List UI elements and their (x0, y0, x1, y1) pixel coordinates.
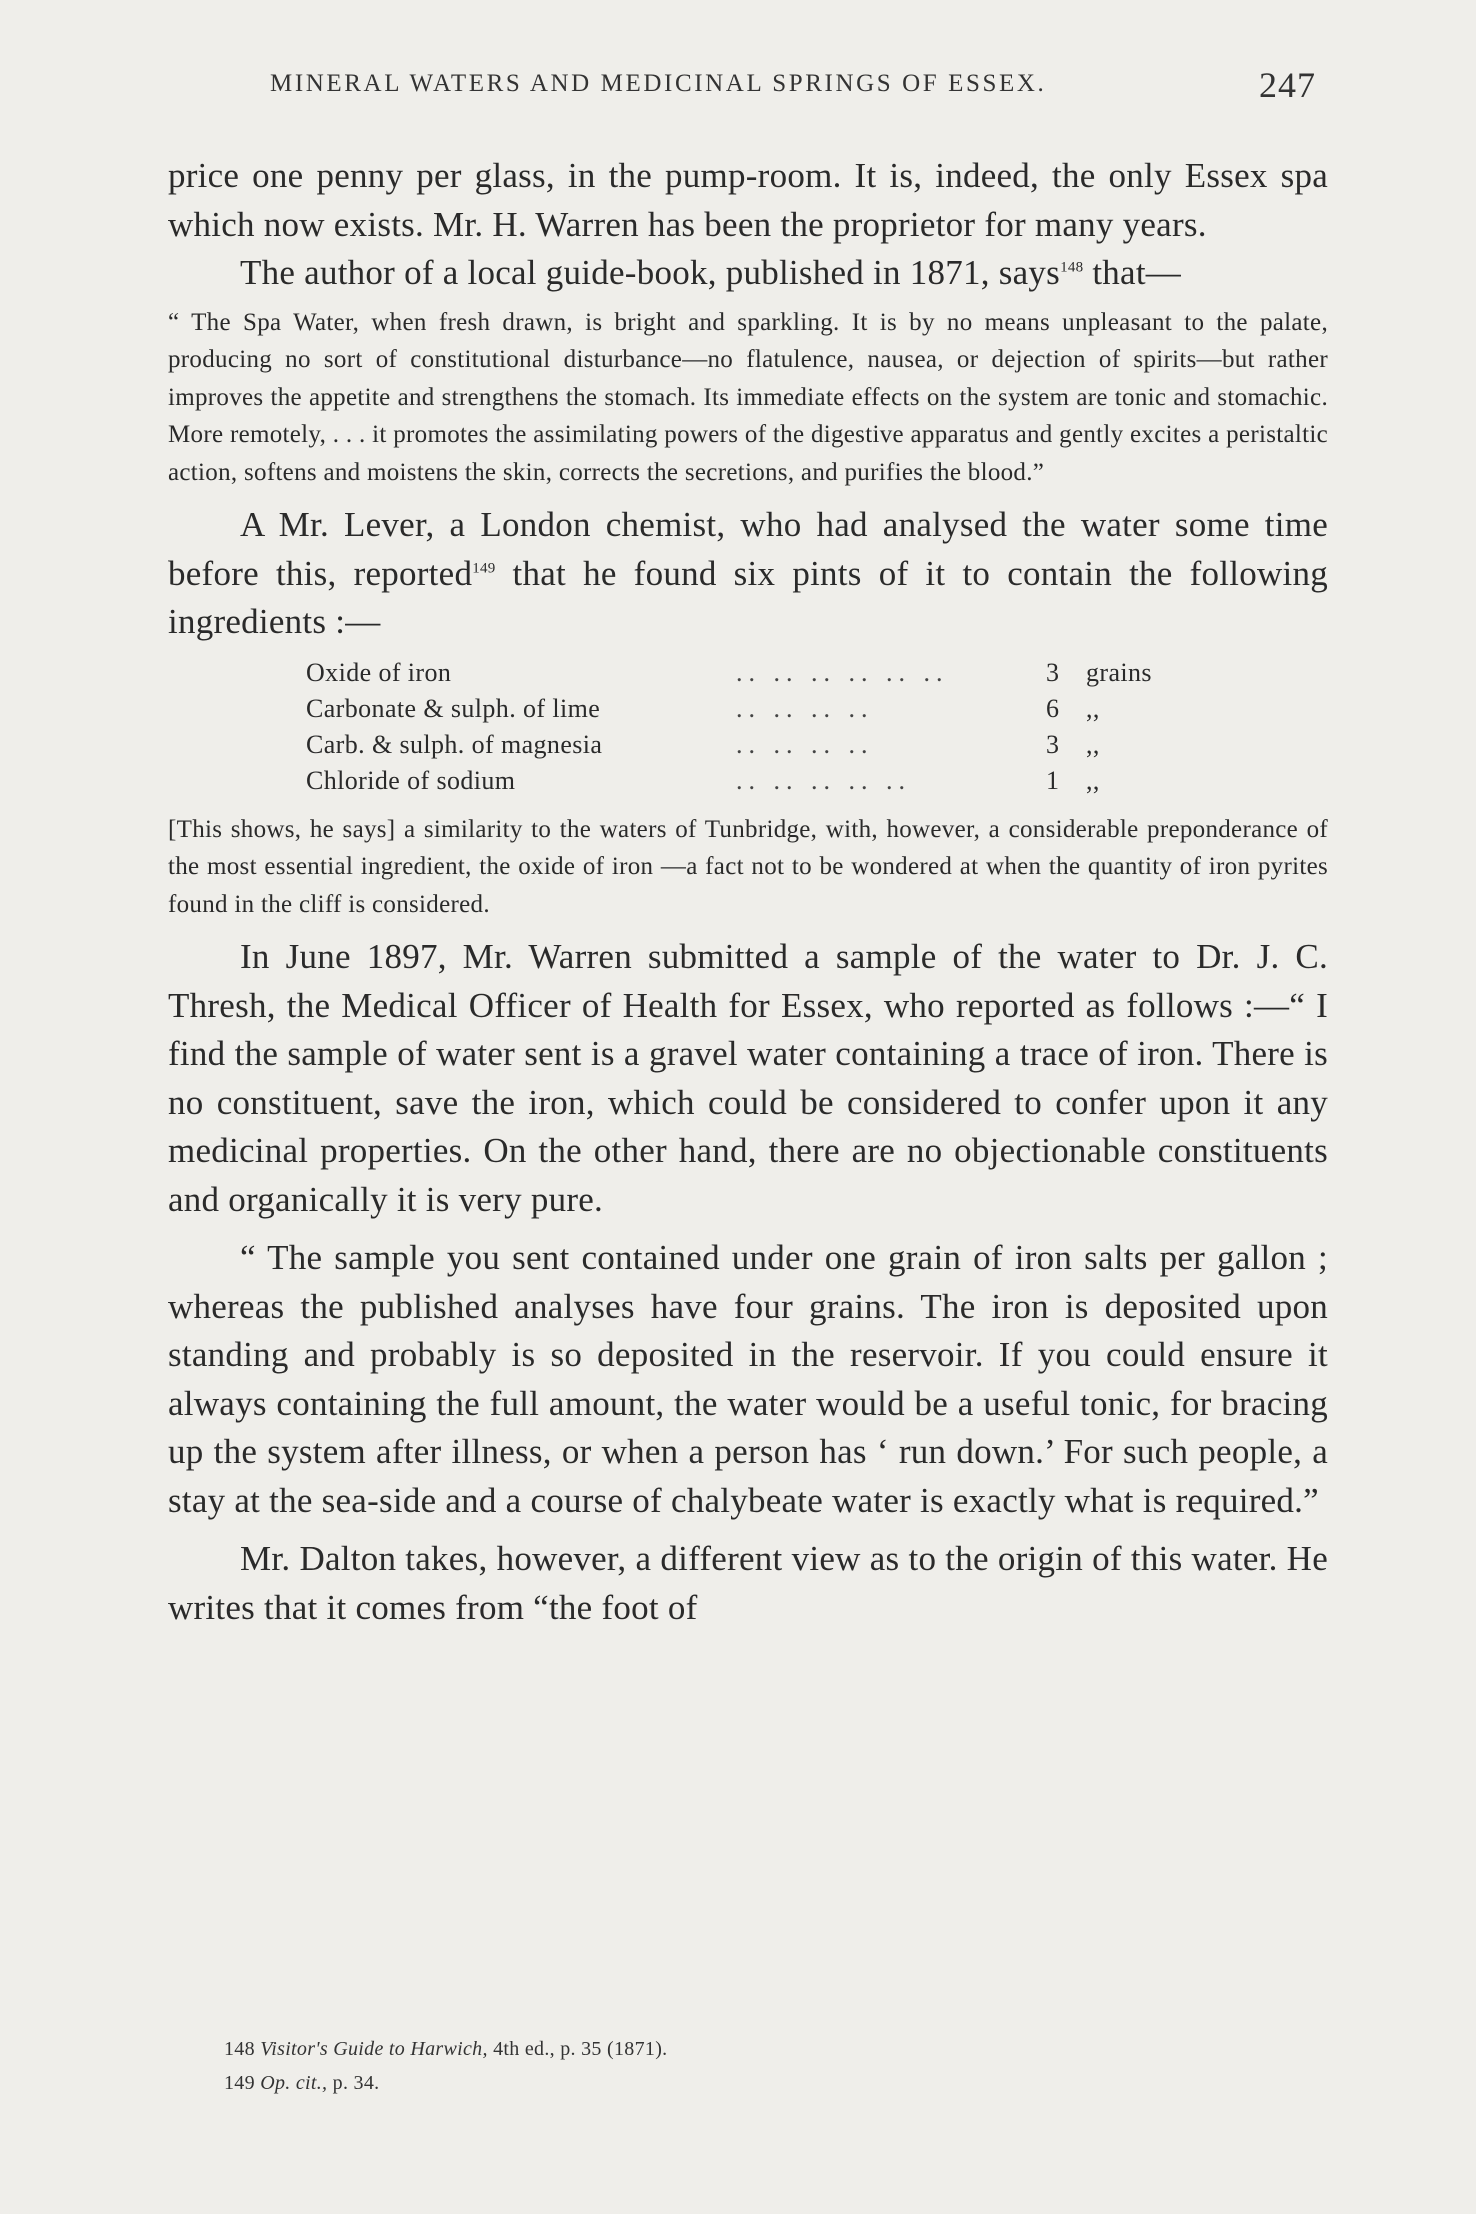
block-quote-1: “ The Spa Water, when fresh drawn, is bright and sparkling. It is by no means unpleasant to the palate, producing no sort of constitutional disturbance—no flatulence, nausea, or dejection of spirits—but rather improves the appetite and strengthens the stomach. Its immediate effects on the system are tonic and stomachic. More remotely, . . . it promotes the assimilating powers of the digestive apparatus and gently excites a peristaltic action, softens and moistens the skin, corrects the secretions, and purifies the blood.” (168, 308, 1328, 486)
page-number: 247 (1259, 65, 1316, 105)
ingredient-unit: ,, (1086, 693, 1100, 723)
paragraph-3-tail: that he found six pints of it to contain the following ingredients :— (168, 553, 1329, 641)
footnote-title: Visitor's Guide to Harwich, (260, 2038, 488, 2060)
paragraph-2-tail: that— (1083, 253, 1182, 292)
footnote-ref-148: 148 (1060, 259, 1084, 276)
footnote-ref-149: 149 (472, 559, 496, 576)
ingredient-row (306, 691, 1206, 727)
ingredient-row (306, 655, 1206, 691)
ingredient-name: Chloride of sodium (306, 765, 516, 795)
ingredient-row (306, 727, 1206, 763)
paragraph-6: Mr. Dalton takes, however, a different view as to the origin of this water. He writes that it comes from “the foot of (168, 1539, 1328, 1627)
running-head (168, 60, 1328, 116)
block-quote-2: [This shows, he says] a similarity to the waters of Tunbridge, with, however, a considerable preponderance of the most essential ingredient, the oxide of iron —a fact not to be wondered at when the quantity of iron pyrites found in the cliff is considered. (168, 815, 1328, 918)
spacer (168, 1525, 1328, 1535)
footnote-number: 149 (224, 2072, 255, 2094)
paragraph-2-text: The author of a local guide-book, published in 1871, says (240, 253, 1061, 292)
paragraph-1: price one penny per glass, in the pump-room. It is, indeed, the only Essex spa which now exists. Mr. H. Warren has been the proprietor for many years. (168, 156, 1328, 244)
paragraph-4: In June 1897, Mr. Warren submitted a sample of the water to Dr. J. C. Thresh, the Medical Officer of Health for Essex, who reported as follows :—“ I find the sample of water sent is a gravel water containing a trace of iron. There is no constituent, save the iron, which could be considered to confer upon it any medicinal properties. On the other hand, there are no objectionable constituents and organically it is very pure. (168, 937, 1328, 1219)
leader-dots: .. .. .. .. (736, 729, 874, 759)
ingredient-quantity: 1 (1046, 765, 1060, 795)
paragraph-2 (168, 249, 1328, 298)
footnote-rest: 4th ed., p. 35 (1871). (487, 2038, 668, 2060)
ingredient-unit: ,, (1086, 729, 1100, 759)
ingredient-name: Carb. & sulph. of magnesia (306, 729, 603, 759)
ingredient-name: Carbonate & sulph. of lime (306, 693, 601, 723)
footnote-title: Op. cit., (260, 2072, 328, 2094)
ingredient-quantity: 3 (1046, 657, 1060, 687)
book-page (168, 60, 1328, 1632)
leader-dots: .. .. .. .. (736, 693, 874, 723)
paragraph-3-text: A Mr. Lever, a London chemist, who had analysed the water some time before this, reported (168, 505, 1328, 593)
paragraph-3 (168, 501, 1328, 647)
footnote-rest: p. 34. (327, 2072, 380, 2094)
leader-dots: .. .. .. .. .. (736, 765, 911, 795)
ingredient-unit: ,, (1086, 765, 1100, 795)
ingredient-unit: grains (1086, 657, 1152, 687)
ingredient-quantity: 3 (1046, 729, 1060, 759)
running-title: MINERAL WATERS AND MEDICINAL SPRINGS OF ESSEX. (270, 70, 1047, 97)
footnote-148 (224, 2032, 667, 2066)
footnotes (224, 2032, 667, 2100)
ingredient-quantity: 6 (1046, 693, 1060, 723)
spacer (168, 1224, 1328, 1234)
footnote-number: 148 (224, 2038, 255, 2060)
ingredient-row (306, 763, 1206, 799)
ingredients-table (306, 655, 1206, 799)
ingredient-name: Oxide of iron (306, 657, 452, 687)
leader-dots: .. .. .. .. .. .. (736, 657, 949, 687)
footnote-149 (224, 2066, 667, 2100)
paragraph-5: “ The sample you sent contained under one grain of iron salts per gallon ; whereas the published analyses have four grains. The iron is deposited upon standing and probably is so deposited in the reservoir. If you could ensure it always containing the full amount, the water would be a useful tonic, for bracing up the system after illness, or when a person has ‘ run down.’ For such people, a stay at the sea-side and a course of chalybeate water is exactly what is required.” (168, 1238, 1328, 1520)
